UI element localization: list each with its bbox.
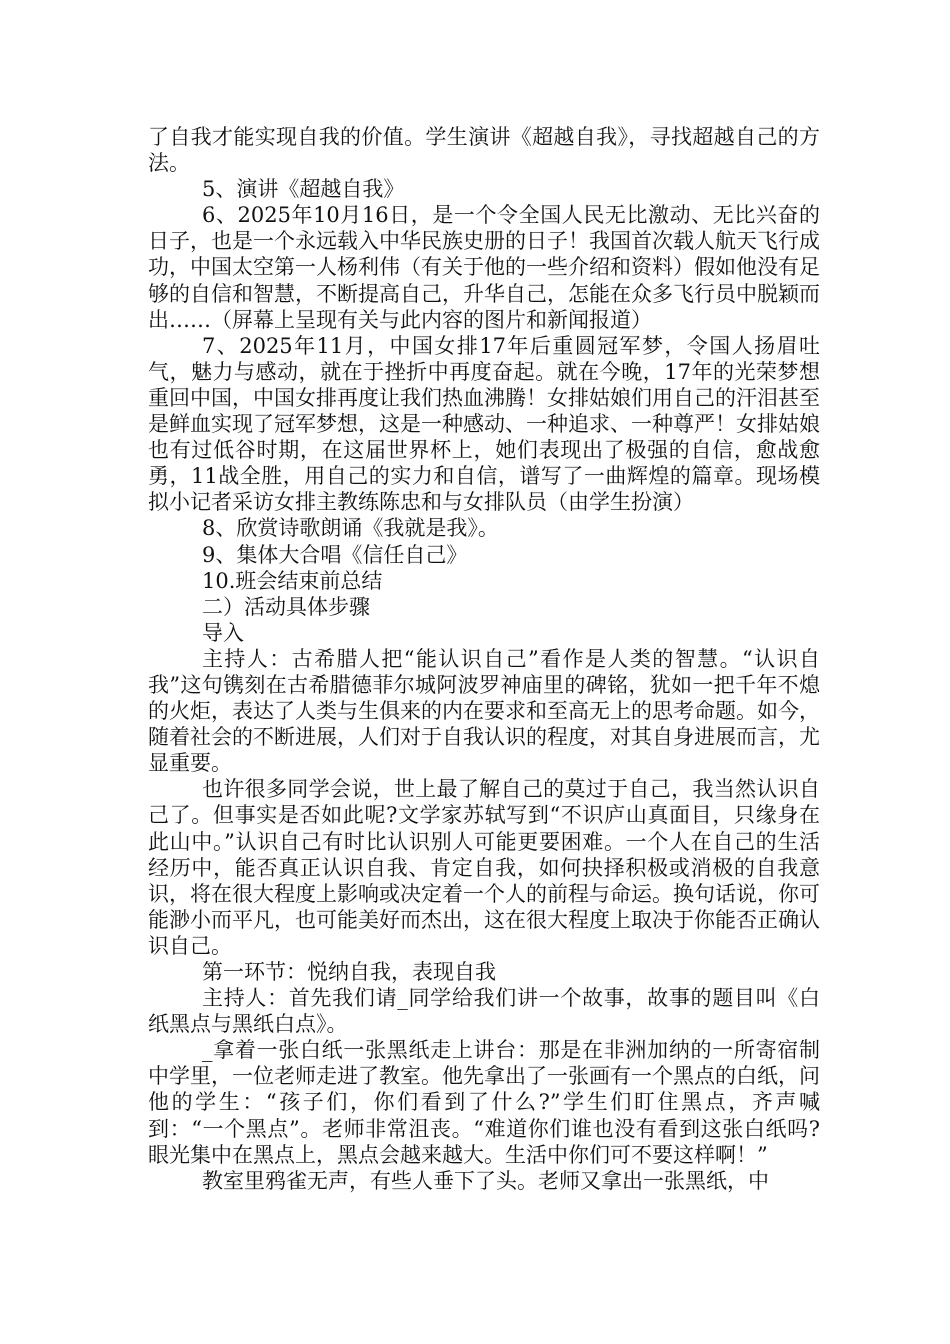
paragraph-item-6: 6、2025年10月16日，是一个令全国人民无比激动、无比兴奋的日子，也是一个永远载入中华民族史册的日子！我国首次载人航天飞行成功，中国太空第一人杨利伟（有关于他的一些介绍和资料）假如他没有足够的自信和智慧，不断提高自己，升华自己，怎能在众多飞行员中脱颖而出……（屏幕上呈现有关与此内容的图片和新闻报道）: [148, 203, 820, 332]
section-heading: 二）活动具体步骤: [202, 594, 370, 619]
paragraph-classroom: 教室里鸦雀无声，有些人垂下了头。老师又拿出一张黑纸，中: [202, 1168, 769, 1193]
paragraph-self-knowledge: 也许很多同学会说，世上最了解自己的莫过于自己，我当然认识自己了。但事实是否如此呢?文学家苏轼写到“不识庐山真面目，只缘身在此山中。”认识自己有时比认识别人可能更要困难。一个人在自己的生活经历中，能否真正认识自我、肯定自我，如何抉择积极或消极的自我意识，将在很大程度上影响或决定着一个人的前程与命运。换句话说，你可能渺小而平凡，也可能美好而杰出，这在很大程度上取决于你能否正确认识自己。: [148, 777, 820, 958]
paragraph-story: _拿着一张白纸一张黑纸走上讲台：那是在非洲加纳的一所寄宿制中学里，一位老师走进了教室。他先拿出了一张画有一个黑点的白纸，问他的学生：“孩子们，你们看到了什么?”学生们盯住黑点，齐声喊到：“一个黑点”。老师非常沮丧。“难道你们谁也没有看到这张白纸吗?眼光集中在黑点上，黑点会越来越大。生活中你们可不要这样啊！”: [148, 1038, 820, 1167]
paragraph-host-story: 主持人：首先我们请_同学给我们讲一个故事，故事的题目叫《白纸黑点与黑纸白点》。: [148, 986, 820, 1037]
paragraph-item-8: 8、欣赏诗歌朗诵《我就是我》。: [202, 516, 499, 541]
paragraph-host-intro: 主持人：古希腊人把“能认识自己”看作是人类的智慧。“认识自我”这句镌刻在古希腊德菲尔城阿波罗神庙里的碑铭，犹如一把千年不熄的火炬，表达了人类与生俱来的内在要求和至高无上的思考命题。如今，随着社会的不断进展，人们对于自我认识的程度，对其自身进展而言，尤显重要。: [148, 646, 820, 776]
paragraph-item-7: 7、2025年11月，中国女排17年后重圆冠军梦，令国人扬眉吐气，魅力与感动，就在于挫折中再度奋起。就在今晚，17年的光荣梦想重回中国，中国女排再度让我们热血沸腾！女排姑娘们用自己的汗泪甚至是鲜血实现了冠军梦想，这是一种感动、一种追求、一种尊严！女排姑娘也有过低谷时期，在这届世界杯上，她们表现出了极强的自信，愈战愈勇，11战全胜，用自己的实力和自信，谱写了一曲辉煌的篇章。现场模拟小记者采访女排主教练陈忠和与女排队员（由学生扮演）: [148, 333, 820, 515]
stage-heading: 第一环节：悦纳自我，表现自我: [202, 960, 496, 984]
paragraph-continuation: 了自我才能实现自我的价值。学生演讲《超越自我》，寻找超越自己的方法。: [148, 125, 820, 176]
document-page: [148, 124, 820, 1194]
paragraph-item-5: 5、演讲《超越自我》: [202, 177, 405, 202]
paragraph-item-9: 9、集体大合唱《信任自己》: [202, 542, 468, 567]
subsection-heading: 导入: [202, 620, 244, 645]
paragraph-item-10: 10.班会结束前总结: [202, 568, 383, 593]
